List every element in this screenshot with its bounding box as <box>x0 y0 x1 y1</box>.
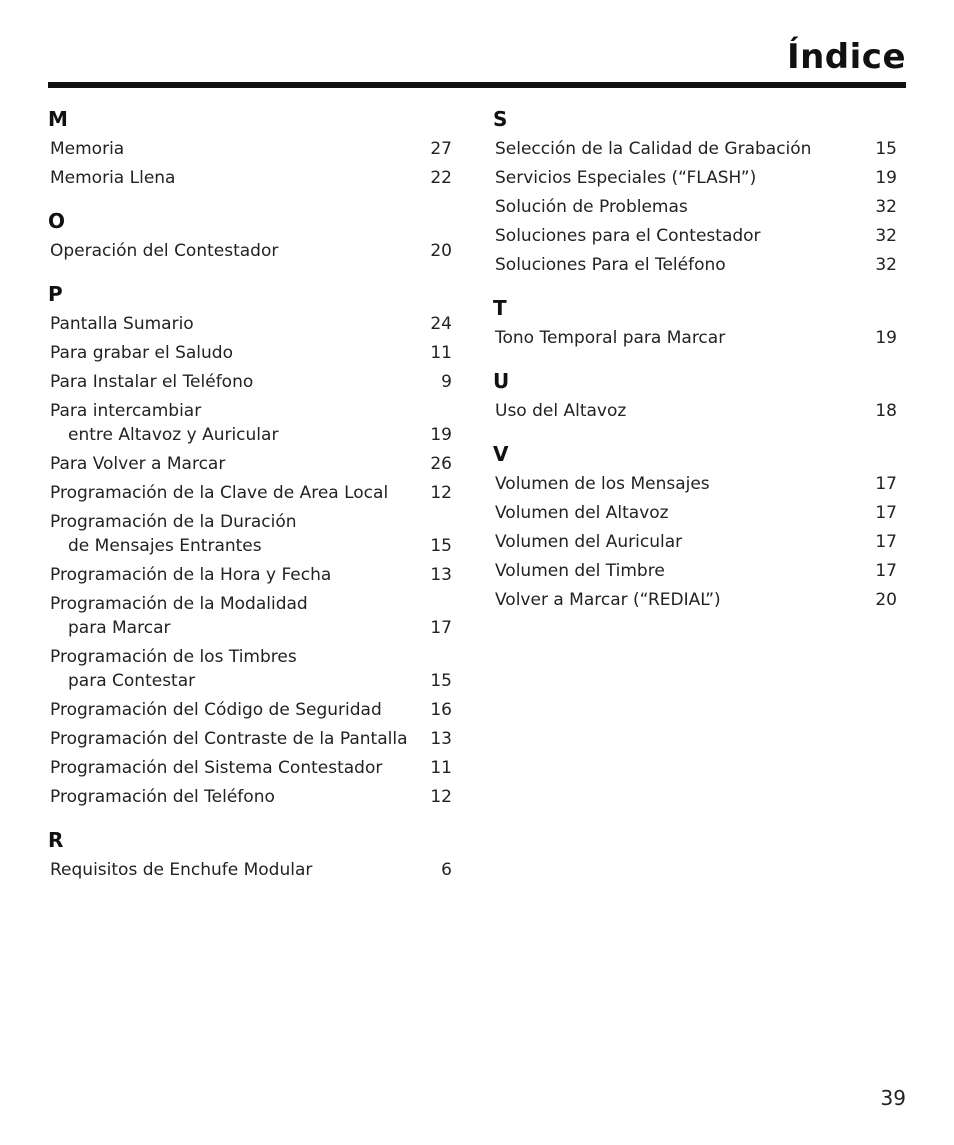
title-rule <box>48 82 906 88</box>
index-section <box>50 104 452 192</box>
entry-term: Programación del Contraste de la Pantalla <box>50 728 408 749</box>
entry-term: Programación del Código de Seguridad <box>50 699 382 720</box>
index-entry <box>495 221 897 250</box>
index-entry <box>495 469 897 498</box>
index-entry <box>495 192 897 221</box>
index-section <box>495 439 897 614</box>
section-letter: O <box>48 209 66 233</box>
entry-page: 17 <box>875 531 897 552</box>
entry-page: 15 <box>430 670 452 691</box>
page-number: 39 <box>880 1086 906 1110</box>
entry-page: 12 <box>430 482 452 503</box>
index-entry <box>50 855 452 884</box>
entry-term: Soluciones para el Contestador <box>495 225 761 246</box>
entry-page: 32 <box>875 196 897 217</box>
entry-term: Para intercambiar <box>50 400 202 421</box>
index-section <box>495 104 897 279</box>
entry-page: 6 <box>441 859 452 880</box>
entry-page: 9 <box>441 371 452 392</box>
entry-term: Para Instalar el Teléfono <box>50 371 254 392</box>
index-entry <box>50 560 452 589</box>
entry-term: Programación de los Timbres <box>50 646 297 667</box>
index-section <box>50 825 452 884</box>
entry-page: 20 <box>430 240 452 261</box>
section-letter: T <box>493 296 507 320</box>
entry-page: 17 <box>875 560 897 581</box>
entry-page: 32 <box>875 254 897 275</box>
index-entry <box>50 478 452 507</box>
entry-page: 16 <box>430 699 452 720</box>
entry-term: Volumen de los Mensajes <box>495 473 710 494</box>
index-entry <box>50 449 452 478</box>
entry-page: 17 <box>430 617 452 638</box>
entry-term: Programación de la Modalidad <box>50 593 308 614</box>
entry-page: 18 <box>875 400 897 421</box>
entry-term-continuation: de Mensajes Entrantes <box>68 535 262 556</box>
entry-term: Soluciones Para el Teléfono <box>495 254 726 275</box>
index-entry <box>50 396 452 449</box>
index-entry <box>495 323 897 352</box>
index-entry <box>495 396 897 425</box>
entry-term: Memoria <box>50 138 125 159</box>
entry-page: 19 <box>875 167 897 188</box>
entry-term: Para Volver a Marcar <box>50 453 226 474</box>
entry-term: Memoria Llena <box>50 167 176 188</box>
index-section <box>50 279 452 811</box>
index-entry <box>495 585 897 614</box>
entry-term: Volumen del Timbre <box>495 560 665 581</box>
index-column-left <box>50 104 452 898</box>
entry-page: 13 <box>430 564 452 585</box>
section-letter: P <box>48 282 63 306</box>
index-entry <box>50 753 452 782</box>
entry-term: Para grabar el Saludo <box>50 342 233 363</box>
index-entry <box>50 642 452 695</box>
index-section <box>495 293 897 352</box>
entry-term: Volumen del Altavoz <box>495 502 669 523</box>
index-entry <box>50 782 452 811</box>
index-section <box>495 366 897 425</box>
index-entry <box>495 134 897 163</box>
section-letter: R <box>48 828 64 852</box>
entry-term: Volver a Marcar (“REDIAL”) <box>495 589 721 610</box>
entry-term: Operación del Contestador <box>50 240 279 261</box>
entry-term-continuation: para Marcar <box>68 617 171 638</box>
index-column-right <box>495 104 897 628</box>
section-letter: S <box>493 107 508 131</box>
entry-term: Volumen del Auricular <box>495 531 683 552</box>
entry-term: Solución de Problemas <box>495 196 688 217</box>
entry-term-continuation: para Contestar <box>68 670 196 691</box>
entry-term: Programación del Teléfono <box>50 786 275 807</box>
entry-term: Programación de la Clave de Area Local <box>50 482 389 503</box>
entry-page: 11 <box>430 342 452 363</box>
entry-page: 12 <box>430 786 452 807</box>
page-title: Índice <box>786 37 906 77</box>
index-entry <box>495 527 897 556</box>
entry-term: Programación de la Hora y Fecha <box>50 564 332 585</box>
index-entry <box>50 309 452 338</box>
index-entry <box>50 695 452 724</box>
index-entry <box>50 163 452 192</box>
entry-page: 20 <box>875 589 897 610</box>
entry-term: Programación de la Duración <box>50 511 297 532</box>
entry-page: 15 <box>875 138 897 159</box>
entry-page: 24 <box>430 313 452 334</box>
index-entry <box>50 589 452 642</box>
index-entry <box>50 338 452 367</box>
entry-page: 13 <box>430 728 452 749</box>
index-section <box>50 206 452 265</box>
entry-term: Tono Temporal para Marcar <box>495 327 726 348</box>
entry-term-continuation: entre Altavoz y Auricular <box>68 424 279 445</box>
index-entry <box>495 163 897 192</box>
entry-page: 22 <box>430 167 452 188</box>
index-entry <box>50 367 452 396</box>
entry-term: Uso del Altavoz <box>495 400 627 421</box>
entry-page: 32 <box>875 225 897 246</box>
index-entry <box>495 250 897 279</box>
entry-page: 19 <box>430 424 452 445</box>
entry-term: Pantalla Sumario <box>50 313 194 334</box>
entry-page: 19 <box>875 327 897 348</box>
entry-page: 17 <box>875 473 897 494</box>
index-entry <box>50 236 452 265</box>
entry-term: Programación del Sistema Contestador <box>50 757 383 778</box>
entry-page: 17 <box>875 502 897 523</box>
section-letter: M <box>48 107 68 131</box>
section-letter: V <box>493 442 509 466</box>
entry-page: 15 <box>430 535 452 556</box>
index-entry <box>50 507 452 560</box>
entry-page: 26 <box>430 453 452 474</box>
index-entry <box>495 556 897 585</box>
entry-term: Servicios Especiales (“FLASH”) <box>495 167 757 188</box>
entry-page: 27 <box>430 138 452 159</box>
entry-term: Requisitos de Enchufe Modular <box>50 859 313 880</box>
index-entry <box>50 134 452 163</box>
index-entry <box>50 724 452 753</box>
section-letter: U <box>493 369 510 393</box>
index-entry <box>495 498 897 527</box>
entry-term: Selección de la Calidad de Grabación <box>495 138 812 159</box>
entry-page: 11 <box>430 757 452 778</box>
